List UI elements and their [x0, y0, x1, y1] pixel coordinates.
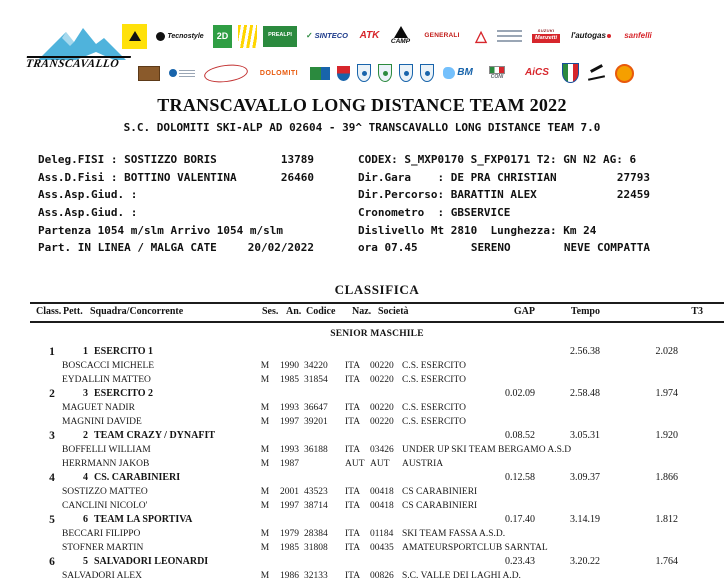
member-row: [30, 485, 724, 499]
col-codice: Codice: [306, 306, 336, 317]
club-name: AUSTRIA: [402, 459, 444, 469]
team-bib: 6: [83, 514, 88, 525]
team-bib: 1: [83, 346, 88, 357]
team-time: 2.58.48: [570, 388, 600, 399]
athlete-name: EYDALLIN MATTEO: [62, 375, 151, 385]
club-name: UNDER UP SKI TEAM BERGAMO A.S.D: [402, 445, 572, 455]
detail-line: [38, 204, 314, 222]
aics-logo: AiCS: [525, 67, 549, 78]
team-rank: 1: [49, 346, 55, 358]
col-ses: Ses.: [262, 306, 279, 317]
athlete-nation: ITA: [345, 571, 361, 580]
flag-logo: [310, 67, 330, 80]
col-team: Squadra/Concorrente: [90, 306, 184, 317]
athlete-sex: M: [260, 417, 270, 427]
detail-line: [358, 221, 650, 239]
bm-logo: [441, 65, 475, 81]
club-code: AUT: [370, 459, 390, 469]
detail-line: [358, 151, 650, 169]
detail-line: [38, 169, 314, 187]
team-bib: 2: [83, 430, 88, 441]
athlete-sex: M: [260, 403, 270, 413]
athlete-year: 1993: [280, 445, 299, 455]
club-code: 00418: [370, 501, 394, 511]
athlete-year: 1979: [280, 529, 299, 539]
detail-line: [358, 204, 650, 222]
athlete-name: CANCLINI NICOLO': [62, 501, 148, 511]
athlete-nation: ITA: [345, 417, 361, 427]
team-bib: 5: [83, 556, 88, 567]
team-t3: 2.028: [655, 346, 678, 357]
dolomiti-logo: DOLOMITI: [259, 69, 299, 77]
team-name: TEAM CRAZY / DYNAFIT: [94, 430, 216, 441]
athlete-year: 1997: [280, 501, 299, 511]
team-rank: 5: [49, 514, 55, 526]
member-row: [30, 457, 724, 471]
team-time: 2.56.38: [570, 346, 600, 357]
category-heading: SENIOR MASCHILE: [330, 329, 424, 339]
athlete-name: SALVADORI ALEX: [62, 571, 142, 580]
athlete-name: MAGNINI DAVIDE: [62, 417, 142, 427]
page-subtitle: S.C. DOLOMITI SKI-ALP AD 02604 - 39^ TRANSCAVALLO LONG DISTANCE TEAM 7.0: [123, 121, 601, 134]
team-row: [30, 555, 724, 569]
col-an: An.: [286, 306, 302, 317]
club-name: C.S. ESERCITO: [402, 417, 466, 427]
member-row: [30, 499, 724, 513]
member-row: [30, 401, 724, 415]
coni-label: CONI: [490, 74, 504, 80]
coni-logo: [482, 65, 512, 81]
table-header: [30, 302, 724, 323]
member-row: [30, 541, 724, 555]
athlete-name: BOFFELLI WILLIAM: [62, 445, 151, 455]
sponsor-strip-bottom: [138, 58, 634, 88]
medal-logo: [615, 64, 634, 83]
club-code: 03426: [370, 445, 394, 455]
athlete-sex: M: [260, 459, 270, 469]
athlete-code: 31808: [304, 543, 328, 553]
athlete-sex: M: [260, 571, 270, 580]
club-name: CS CARABINIERI: [402, 487, 478, 497]
suzuki-label: SUZUKI: [537, 28, 555, 34]
team-t3: 1.866: [655, 472, 678, 483]
bm-label: BM: [457, 67, 473, 78]
athlete-nation: ITA: [345, 445, 361, 455]
athlete-code: 31854: [304, 375, 328, 385]
detail-label: Ass.Asp.Giud. :: [38, 206, 138, 220]
team-name: ESERCITO 1: [94, 346, 154, 357]
tecnostyle-logo: [153, 29, 207, 44]
member-row: [30, 373, 724, 387]
detail-label: Dir.Percorso: BARATTIN ALEX: [358, 188, 537, 202]
detail-line: [358, 239, 650, 257]
team-bib: 4: [83, 472, 88, 483]
member-row: [30, 569, 724, 580]
athlete-year: 1997: [280, 417, 299, 427]
club-code: 00220: [370, 417, 394, 427]
team-t3: 1.764: [655, 556, 678, 567]
classifica-heading: CLASSIFICA: [334, 282, 420, 297]
detail-label: Ass.D.Fisi : BOTTINO VALENTINA: [38, 170, 237, 184]
athlete-sex: M: [260, 529, 270, 539]
town-crest-3-logo: [399, 64, 413, 82]
athlete-nation: ITA: [345, 501, 361, 511]
manzetti-label: Manzetti: [532, 34, 560, 43]
team-name: CS. CARABINIERI: [94, 472, 181, 483]
detail-value: 20/02/2022: [247, 241, 314, 255]
fisi-shield-logo: [562, 63, 579, 83]
team-time: 3.09.37: [570, 472, 600, 483]
detail-label: Ass.Asp.Giud. :: [38, 188, 138, 202]
team-t3: 1.974: [655, 388, 678, 399]
team-time: 3.14.19: [570, 514, 600, 525]
team-gap: 0.17.40: [505, 514, 535, 525]
detail-label: ora 07.45: [358, 241, 418, 255]
detail-value: 27793: [616, 170, 650, 184]
athlete-nation: ITA: [345, 543, 361, 553]
shield-logo: [337, 66, 350, 81]
member-row: [30, 415, 724, 429]
bank-logo: [167, 67, 197, 80]
team-name: ESERCITO 2: [94, 388, 154, 399]
athlete-sex: M: [260, 361, 270, 371]
prealpi-logo: PREALPI: [263, 26, 297, 47]
detail-value: 22459: [616, 188, 650, 202]
detail-mid: SERENO: [470, 241, 511, 255]
team-row: [30, 387, 724, 401]
detail-line: [38, 186, 314, 204]
club-code: 00220: [370, 403, 394, 413]
sponsor-strip-top: [122, 20, 658, 52]
athlete-sex: M: [260, 445, 270, 455]
member-row: [30, 359, 724, 373]
detail-label: Deleg.FISI : SOSTIZZO BORIS: [38, 153, 217, 167]
detail-line: [358, 186, 650, 204]
member-row: [30, 443, 724, 457]
athlete-nation: ITA: [345, 403, 361, 413]
athlete-year: 1986: [280, 571, 299, 580]
team-t3: 1.812: [655, 514, 678, 525]
mico-logo: [122, 24, 147, 49]
athlete-sex: M: [260, 375, 270, 385]
club-name: C.S. ESERCITO: [402, 403, 466, 413]
team-row: [30, 429, 724, 443]
athlete-nation: ITA: [345, 487, 361, 497]
detail-value: 26460: [280, 170, 314, 184]
detail-value: 13789: [280, 153, 314, 167]
team-rank: 2: [49, 388, 55, 400]
athlete-code: 36188: [304, 445, 328, 455]
atk-logo: ATK: [359, 30, 380, 41]
team-row: [30, 471, 724, 485]
team-row: [30, 513, 724, 527]
club-name: SKI TEAM FASSA A.S.D.: [402, 529, 506, 539]
town-crest-4-logo: [420, 64, 434, 82]
tecnostyle-label: Tecnostyle: [167, 32, 204, 40]
sinteco-logo: ✓ SINTECO: [305, 31, 349, 41]
club-code: 00220: [370, 375, 394, 385]
page-title: TRANSCAVALLO LONG DISTANCE TEAM 2022: [157, 95, 567, 115]
detail-label: Dislivello Mt 2810 Lunghezza: Km 24: [358, 223, 597, 237]
member-row: [30, 527, 724, 541]
race-details-left: [38, 151, 314, 257]
detail-line: [38, 151, 314, 169]
transcavallo-logo: [26, 26, 130, 90]
detail-label: Dir.Gara : DE PRA CHRISTIAN: [358, 170, 557, 184]
proloco-oval-logo: [203, 62, 249, 84]
club-name: S.C. VALLE DEI LAGHI A.D.: [402, 571, 521, 580]
club-code: 00418: [370, 487, 394, 497]
athlete-name: MAGUET NADIR: [62, 403, 135, 413]
club-name: C.S. ESERCITO: [402, 361, 466, 371]
club-code: 00220: [370, 361, 394, 371]
detail-label: Part. IN LINEA / MALGA CATE: [38, 241, 217, 255]
athlete-code: 36647: [304, 403, 328, 413]
club-code: 00826: [370, 571, 394, 580]
col-tempo: Tempo: [570, 306, 600, 317]
athlete-name: BECCARI FILIPPO: [62, 529, 141, 539]
detail-label: Cronometro : GBSERVICE: [358, 206, 511, 220]
athlete-nation: ITA: [345, 375, 361, 385]
2d-logo: 2D: [213, 25, 232, 48]
col-societa: Società: [378, 306, 409, 317]
club-name: AMATEURSPORTCLUB SARNTAL: [402, 543, 548, 553]
club-name: C.S. ESERCITO: [402, 375, 466, 385]
lautogas-logo: [570, 30, 612, 43]
detail-value: NEVE COMPATTA: [563, 241, 650, 255]
athlete-sex: M: [260, 501, 270, 511]
athlete-year: 1990: [280, 361, 299, 371]
detail-line: [358, 169, 650, 187]
athlete-year: 2001: [280, 487, 299, 497]
team-gap: 0.02.09: [505, 388, 535, 399]
brand-name: TRANSCAVALLO: [25, 56, 131, 70]
skier-logo: [586, 64, 608, 82]
athlete-name: SOSTIZZO MATTEO: [62, 487, 148, 497]
athlete-name: HERRMANN JAKOB: [62, 459, 150, 469]
col-naz: Naz.: [352, 306, 372, 317]
detail-line: [38, 221, 314, 239]
col-gap: GAP: [513, 306, 535, 317]
athlete-nation: ITA: [345, 361, 361, 371]
detail-line: [38, 239, 314, 257]
team-t3: 1.920: [655, 430, 678, 441]
athlete-code: 34220: [304, 361, 328, 371]
detail-label: CODEX: S_MXP0170 S_FXP0171 T2: GN N2 AG: 6: [358, 153, 637, 167]
stripe-plate-logo: [497, 30, 522, 42]
col-t3: T3: [691, 306, 703, 317]
athlete-sex: M: [260, 487, 270, 497]
team-time: 3.20.22: [570, 556, 600, 567]
team-time: 3.05.31: [570, 430, 600, 441]
team-row: [30, 345, 724, 359]
camp-label: CAMP: [390, 38, 411, 46]
club-code: 00435: [370, 543, 394, 553]
club-code: 01184: [370, 529, 394, 539]
col-class: Class.: [36, 306, 62, 317]
detail-label: Partenza 1054 m/slm Arrivo 1054 m/slm: [38, 223, 284, 237]
athlete-year: 1993: [280, 403, 299, 413]
sanfelli-logo: sanfelli: [624, 31, 652, 40]
athlete-nation: ITA: [345, 529, 361, 539]
col-pett: Pett.: [63, 306, 83, 317]
triangle-logo: △: [475, 27, 487, 45]
team-name: TEAM LA SPORTIVA: [94, 514, 193, 525]
town-crest-2-logo: [378, 64, 392, 82]
town-crest-1-logo: [357, 64, 371, 82]
camp-logo: [388, 25, 413, 48]
race-details-right: [358, 151, 650, 257]
athlete-code: 28384: [304, 529, 328, 539]
generali-logo: GENERALI: [424, 31, 460, 39]
team-name: SALVADORI LEONARDI: [94, 556, 209, 567]
team-gap: 0.08.52: [505, 430, 535, 441]
athlete-year: 1987: [280, 459, 299, 469]
team-rank: 4: [49, 472, 55, 484]
manzetti-logo: [528, 27, 564, 46]
team-rank: 6: [49, 556, 55, 568]
team-gap: 0.12.58: [505, 472, 535, 483]
sinteco-label: SINTECO: [314, 31, 349, 41]
athlete-name: STOFNER MARTIN: [62, 543, 144, 553]
athlete-year: 1985: [280, 375, 299, 385]
athlete-code: 43523: [304, 487, 328, 497]
athlete-name: BOSCACCI MICHELE: [62, 361, 155, 371]
athlete-year: 1985: [280, 543, 299, 553]
athlete-sex: M: [260, 543, 270, 553]
team-bib: 3: [83, 388, 88, 399]
lautogas-label: l'autogas: [571, 31, 606, 40]
athlete-code: 39201: [304, 417, 328, 427]
crest-brown-logo: [138, 66, 160, 81]
athlete-code: 32133: [304, 571, 328, 580]
athlete-code: 38714: [304, 501, 328, 511]
club-name: CS CARABINIERI: [402, 501, 478, 511]
results-table: [30, 345, 724, 580]
athlete-nation: AUT: [345, 459, 365, 469]
stripes-logo: [238, 25, 257, 48]
team-rank: 3: [49, 430, 55, 442]
team-gap: 0.23.43: [505, 556, 535, 567]
